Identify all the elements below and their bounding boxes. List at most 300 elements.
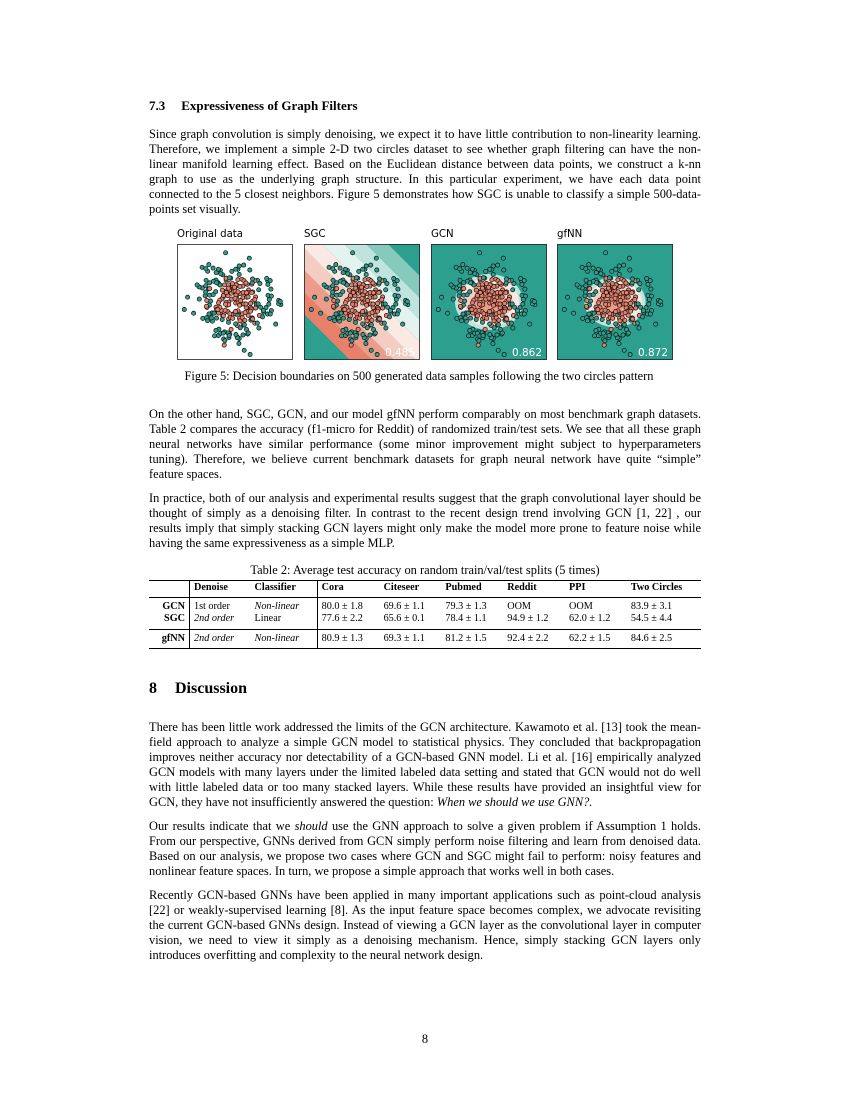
data-point <box>274 322 278 326</box>
data-point <box>637 326 641 330</box>
data-point <box>584 304 588 308</box>
data-point <box>649 287 653 291</box>
data-point <box>220 288 224 292</box>
data-point <box>248 268 252 272</box>
data-point <box>331 267 335 271</box>
data-point <box>363 290 367 294</box>
section-7-3-heading <box>149 98 701 114</box>
data-point <box>244 281 248 285</box>
data-point <box>528 322 532 326</box>
data-point <box>376 309 380 313</box>
data-point <box>205 298 209 302</box>
data-point <box>638 281 642 285</box>
data-point <box>607 276 611 280</box>
data-point <box>562 307 566 311</box>
data-point <box>618 326 622 330</box>
data-point <box>503 309 507 313</box>
data-point <box>231 316 235 320</box>
data-point <box>624 281 628 285</box>
data-point <box>363 278 367 282</box>
table-header-row <box>149 581 701 598</box>
table-cell: 77.6 ± 2.2 <box>317 613 379 629</box>
data-point <box>648 312 652 316</box>
data-point <box>324 297 328 301</box>
data-point <box>462 287 466 291</box>
data-point <box>371 281 375 285</box>
data-point <box>469 281 473 285</box>
data-point <box>405 299 409 303</box>
data-point <box>207 312 211 316</box>
discussion-paragraph-1 <box>149 720 701 810</box>
score-label: 0.485 <box>384 347 415 359</box>
data-point <box>392 276 396 280</box>
table-cell: OOM <box>569 600 593 612</box>
data-point <box>504 291 508 295</box>
table-cell: 2nd order <box>190 629 251 649</box>
data-point <box>623 318 627 322</box>
data-point <box>356 327 360 331</box>
data-point <box>375 352 379 356</box>
table-cell: 80.0 ± 1.8 <box>317 597 379 613</box>
scatter-gfnn <box>557 244 673 360</box>
discussion-text: use the GNN approach to solve a given problem if Assumption 1 holds. From our perspective, GNNs derived from GCN simply perform noise filtering and learn from denoised data. Based on our analysis, we propose two cases where GCN and SGC might fail to perform: noisy features and nonlinear feature spaces. In turn, we propose a simple approach that works well in both cases. <box>149 819 701 878</box>
data-point <box>476 343 480 347</box>
data-point <box>519 276 523 280</box>
data-point <box>640 315 644 319</box>
data-point <box>588 287 592 291</box>
data-point <box>257 326 261 330</box>
data-point <box>331 304 335 308</box>
data-point <box>350 302 354 306</box>
data-point <box>248 301 252 305</box>
data-point <box>477 302 481 306</box>
data-point <box>346 272 350 276</box>
data-point <box>350 339 354 343</box>
data-point <box>498 281 502 285</box>
figure-5 <box>149 227 701 359</box>
data-point <box>604 251 608 255</box>
table-cell: 62.0 ± 1.2 <box>565 613 627 629</box>
data-point <box>357 269 361 273</box>
data-point <box>223 308 227 312</box>
table-cell: 92.4 ± 2.2 <box>503 629 565 649</box>
data-point <box>227 333 231 337</box>
data-point <box>388 308 392 312</box>
data-point <box>186 295 190 299</box>
data-point <box>482 312 486 316</box>
data-point <box>628 352 632 356</box>
data-point <box>347 288 351 292</box>
data-point <box>377 291 381 295</box>
scatter-original <box>177 244 293 360</box>
data-point <box>238 326 242 330</box>
table-cell: Non-linear <box>254 600 300 612</box>
data-point <box>334 263 338 267</box>
data-point <box>617 272 621 276</box>
data-point <box>623 311 627 315</box>
data-point <box>593 334 597 338</box>
data-point <box>224 251 228 255</box>
data-point <box>214 290 218 294</box>
data-point <box>577 297 581 301</box>
discussion-text: There has been little work addressed the limits of the GCN architecture. Kawamoto et al. [13] took the mean-field approach to analyze a simple GCN model to statistical physics. They concluded that backpropagation improves neither accuracy nor detectability of a GCN-based GNN model. Li et al. [16] empirically analyzed GCN models with many layers under the limited labeled data setting and stated that GCN would not do well with little labeled data or too many stacked layers. While these results have provided an insightful view for GCN, they have not insufficiently answered the question: <box>149 720 701 809</box>
table-cell: 83.9 ± 3.1 <box>630 600 673 612</box>
data-point <box>596 301 600 305</box>
table-cell: 94.9 ± 1.2 <box>503 613 565 629</box>
section-8-heading <box>149 680 701 698</box>
data-point <box>387 315 391 319</box>
data-point <box>622 323 626 327</box>
data-point <box>628 268 632 272</box>
data-point <box>629 309 633 313</box>
data-point <box>616 290 620 294</box>
data-point <box>380 298 384 302</box>
data-point <box>223 339 227 343</box>
data-point <box>351 251 355 255</box>
data-point <box>242 323 246 327</box>
data-point <box>496 263 500 267</box>
model-name: GCN <box>162 600 185 612</box>
data-point <box>490 278 494 282</box>
data-point <box>256 302 260 306</box>
data-point <box>227 276 231 280</box>
data-point <box>226 286 230 290</box>
data-point <box>226 320 230 324</box>
data-point <box>621 333 625 337</box>
data-point <box>205 319 209 323</box>
data-point <box>601 331 605 335</box>
data-point <box>488 332 492 336</box>
data-point <box>237 341 241 345</box>
data-point <box>334 312 338 316</box>
data-point <box>606 320 610 324</box>
data-point <box>364 303 368 307</box>
data-point <box>355 312 359 316</box>
data-point <box>626 295 630 299</box>
data-point <box>219 272 223 276</box>
data-point <box>232 285 236 289</box>
data-point <box>383 302 387 306</box>
data-point <box>331 290 335 294</box>
data-point <box>512 281 516 285</box>
section-title: Discussion <box>175 680 248 697</box>
data-point <box>636 302 640 306</box>
data-point <box>614 332 618 336</box>
data-point <box>504 277 508 281</box>
data-point <box>459 298 463 302</box>
data-point <box>247 256 251 260</box>
score-label: 0.862 <box>511 347 542 359</box>
data-point <box>350 308 354 312</box>
data-point <box>258 281 262 285</box>
data-point <box>490 290 494 294</box>
data-point <box>505 317 509 321</box>
data-point <box>501 256 505 260</box>
table-cell: OOM <box>507 600 531 612</box>
figure-5-caption: Figure 5: Decision boundaries on 500 generated data samples following the two circles pattern <box>184 369 654 383</box>
table-cell: 69.3 ± 1.1 <box>380 629 442 649</box>
data-point <box>483 327 487 331</box>
data-point <box>377 277 381 281</box>
data-point <box>328 316 332 320</box>
data-point <box>654 322 658 326</box>
data-point <box>475 314 479 318</box>
data-point <box>612 285 616 289</box>
data-point <box>373 295 377 299</box>
data-point <box>455 316 459 320</box>
page-content <box>149 98 701 963</box>
data-point <box>645 276 649 280</box>
data-point <box>233 296 237 300</box>
page-number: 8 <box>421 1032 429 1046</box>
data-point <box>393 282 397 286</box>
data-point <box>470 301 474 305</box>
data-point <box>587 263 591 267</box>
data-point <box>343 307 347 311</box>
panel-gfnn <box>557 227 673 359</box>
data-point <box>475 331 479 335</box>
data-point <box>637 288 641 292</box>
data-point <box>478 251 482 255</box>
data-point <box>244 302 248 306</box>
data-point <box>331 284 335 288</box>
data-point <box>395 312 399 316</box>
panel-original-data <box>177 227 293 359</box>
data-point <box>622 348 626 352</box>
data-point <box>591 266 595 270</box>
table-cell: 81.2 ± 1.5 <box>441 629 503 649</box>
data-point <box>373 331 377 335</box>
data-point <box>384 326 388 330</box>
data-point <box>458 290 462 294</box>
data-point <box>222 343 226 347</box>
data-point <box>336 316 340 320</box>
data-point <box>244 291 248 295</box>
data-point <box>647 302 651 306</box>
data-point <box>468 290 472 294</box>
data-point <box>487 296 491 300</box>
data-point <box>467 334 471 338</box>
table-cell: Linear <box>251 613 318 629</box>
data-point <box>221 314 225 318</box>
data-point <box>237 272 241 276</box>
data-point <box>378 317 382 321</box>
data-point <box>477 308 481 312</box>
data-point <box>364 341 368 345</box>
data-point <box>587 312 591 316</box>
scatter-gcn <box>431 244 547 360</box>
data-point <box>502 268 506 272</box>
section-number: 7.3 <box>149 98 166 113</box>
data-point <box>213 334 217 338</box>
data-point <box>459 319 463 323</box>
data-point <box>584 267 588 271</box>
data-point <box>603 302 607 306</box>
table-cell: 62.2 ± 1.5 <box>565 629 627 649</box>
data-point <box>485 316 489 320</box>
data-point <box>254 306 258 310</box>
table-header-cell: Citeseer <box>380 581 442 598</box>
data-point <box>353 320 357 324</box>
data-point <box>246 295 250 299</box>
data-point <box>458 284 462 288</box>
data-point <box>595 281 599 285</box>
section-7-3-paragraph: Since graph convolution is simply denoising, we expect it to have little contribution to non-linearity learning. Therefore, we implement a simple 2-D two circles dataset to see whether graph filtering can have the non-linear manifold learning effect. Based on the Euclidean distance between data points, we construct a k-nn graph to use as the underlying graph structure. In this particular experiment, we have each data point connected to the 5 closest neighbors. Figure 5 demonstrates how SGC is unable to classify a simple 500-data-points set visually. <box>149 127 701 216</box>
table-header-cell: Denoise <box>190 581 251 598</box>
data-point <box>342 281 346 285</box>
data-point <box>267 302 271 306</box>
data-point <box>630 291 634 295</box>
data-point <box>242 348 246 352</box>
data-point <box>515 308 519 312</box>
data-point <box>509 321 513 325</box>
data-point <box>332 298 336 302</box>
data-point <box>613 296 617 300</box>
section-number: 8 <box>149 680 157 697</box>
data-point <box>313 295 317 299</box>
section-title: Expressiveness of Graph Filters <box>181 98 358 113</box>
data-point <box>234 267 238 271</box>
data-point <box>340 334 344 338</box>
body-paragraph-2: In practice, both of our analysis and experimental results suggest that the graph convolutional layer should be thought of simply as a denoising filter. In contrast to the recent design trend involving GCN [1, 22] , our results imply that simply stacking GCN layers might only make the model more prone to feature noise while having the same expressiveness as a simple MLP. <box>149 491 701 550</box>
data-point <box>458 267 462 271</box>
data-point <box>507 298 511 302</box>
data-point <box>488 309 492 313</box>
data-point <box>603 339 607 343</box>
panel-title: GCN <box>431 229 454 240</box>
data-point <box>495 333 499 337</box>
data-point <box>496 323 500 327</box>
data-point <box>349 343 353 347</box>
data-point <box>617 303 621 307</box>
data-point <box>253 298 257 302</box>
data-point <box>617 264 621 268</box>
data-point <box>594 290 598 294</box>
data-point <box>385 281 389 285</box>
data-point <box>214 316 218 320</box>
data-point <box>343 301 347 305</box>
data-point <box>255 321 259 325</box>
data-point <box>451 297 455 301</box>
data-point <box>209 316 213 320</box>
data-point <box>322 283 326 287</box>
data-point <box>241 333 245 337</box>
data-point <box>566 295 570 299</box>
data-point <box>624 302 628 306</box>
data-point <box>348 314 352 318</box>
table-header-cell: Reddit <box>503 581 565 598</box>
data-point <box>364 264 368 268</box>
data-point <box>260 315 264 319</box>
table-header-cell <box>149 581 190 598</box>
data-point <box>491 272 495 276</box>
data-point <box>633 298 637 302</box>
data-point <box>614 309 618 313</box>
data-point <box>341 290 345 294</box>
data-point <box>496 348 500 352</box>
table-cell: Non-linear <box>251 629 318 649</box>
model-name: SGC <box>149 613 190 629</box>
data-point <box>358 316 362 320</box>
data-point <box>626 331 630 335</box>
scatter-sgc <box>304 244 420 360</box>
data-point <box>370 311 374 315</box>
data-point <box>616 278 620 282</box>
data-point <box>466 311 470 315</box>
data-point <box>470 307 474 311</box>
data-point <box>641 308 645 312</box>
data-point <box>365 326 369 330</box>
data-point <box>602 343 606 347</box>
data-point <box>584 284 588 288</box>
data-point <box>381 306 385 310</box>
data-point <box>647 297 651 301</box>
data-point <box>497 311 501 315</box>
data-point <box>609 327 613 331</box>
table-cell: 84.6 ± 2.5 <box>627 629 701 649</box>
data-point <box>474 288 478 292</box>
table-header-cell: Classifier <box>251 581 318 598</box>
data-point <box>278 299 282 303</box>
data-point <box>361 309 365 313</box>
data-point <box>375 268 379 272</box>
data-point <box>502 301 506 305</box>
data-point <box>614 322 618 326</box>
data-point <box>335 287 339 291</box>
data-point <box>211 266 215 270</box>
data-point <box>521 297 525 301</box>
data-point <box>521 302 525 306</box>
table-header-cell: Cora <box>317 581 379 598</box>
data-point <box>237 303 241 307</box>
data-point <box>611 316 615 320</box>
table-row <box>149 613 701 629</box>
data-point <box>230 269 234 273</box>
data-point <box>634 306 638 310</box>
data-point <box>371 302 375 306</box>
data-point <box>369 323 373 327</box>
discussion-paragraph-3: Recently GCN-based GNNs have been applied in many important applications such as point-cloud analysis [22] or weakly-supervised learning [8]. As the input feature space becomes complex, we advocate revisiting the current GCN-based GNNs design. Instead of viewing a GCN layer as the convolutional layer in computer vision, we need to view it simply as a denoising mechanism. Hence, simply stacking GCN layers only introduces overfitting and complexity to the neural network design. <box>149 888 701 962</box>
data-point <box>371 291 375 295</box>
data-point <box>354 276 358 280</box>
body-paragraph-1: On the other hand, SGC, GCN, and our model gfNN perform comparably on most benchmark graph datasets. Table 2 compares the accuracy (f1-micro for Reddit) of randomized train/test sets. We see that all these graph neural networks have similar performance (some minor improvement might subject to hyperparameters tuning). Therefore, we believe current benchmark datasets for graph neural network have quite “simple” feature spaces. <box>149 407 701 481</box>
data-point <box>195 283 199 287</box>
table-2 <box>149 580 701 649</box>
data-point <box>250 277 254 281</box>
data-point <box>243 318 247 322</box>
data-point <box>601 314 605 318</box>
data-point <box>236 290 240 294</box>
discussion-question: When we should we use GNN?. <box>436 795 593 809</box>
data-point <box>214 328 218 332</box>
data-point <box>572 311 576 315</box>
data-point <box>341 316 345 320</box>
data-point <box>624 291 628 295</box>
data-point <box>630 277 634 281</box>
table-header-cell: PPI <box>565 581 627 598</box>
data-point <box>237 264 241 268</box>
data-point <box>486 285 490 289</box>
data-point <box>449 283 453 287</box>
panel-gcn <box>431 227 547 359</box>
data-point <box>265 276 269 280</box>
data-point <box>257 288 261 292</box>
data-point <box>243 311 247 315</box>
discussion-text: Our results indicate that we <box>149 819 291 833</box>
score-label: 0.872 <box>637 347 668 359</box>
data-point <box>309 307 313 311</box>
data-point <box>481 276 485 280</box>
